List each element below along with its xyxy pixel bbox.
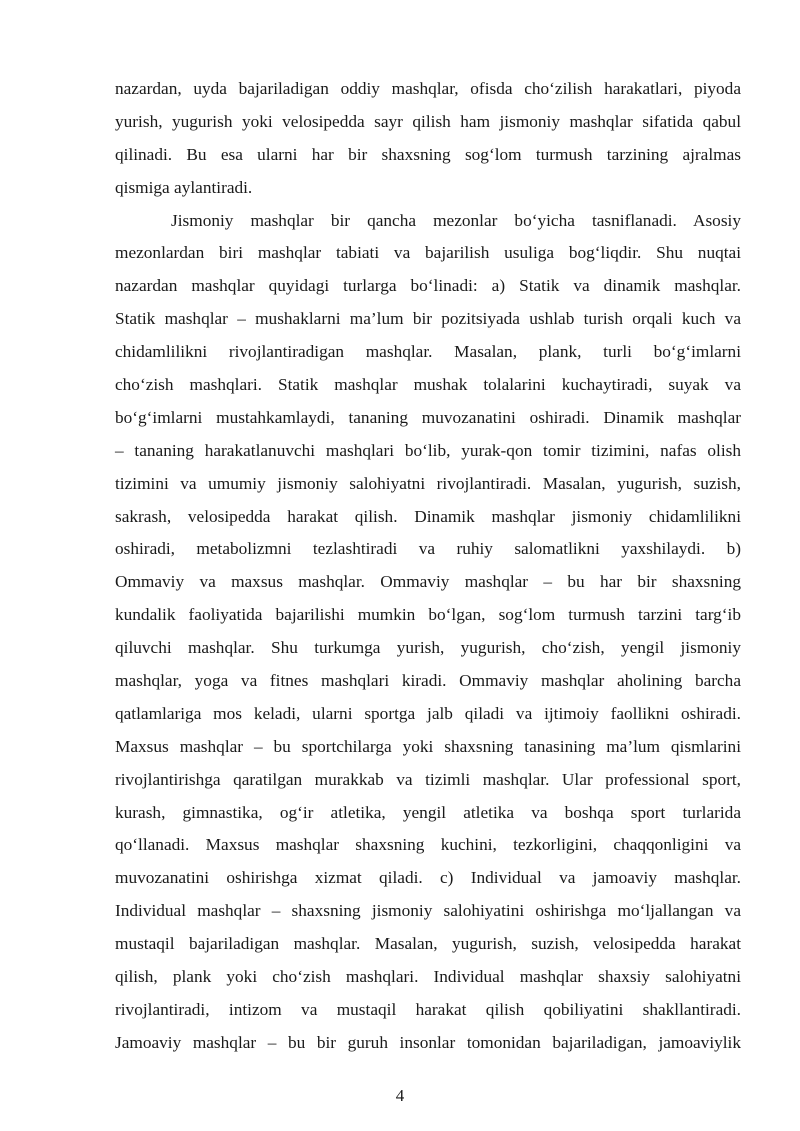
text-line: qiluvchi mashqlar. Shu turkumga yurish, yugurish, cho‘zish, yengil jismoniy	[115, 638, 741, 658]
text-line: qismiga aylantiradi.	[115, 177, 253, 197]
text-line: rivojlantiradi, intizom va mustaqil harakat qilish qobiliyatini shakllantiradi.	[115, 999, 741, 1019]
text-line: mezonlardan biri mashqlar tabiati va bajarilish usuliga bog‘liqdir. Shu nuqtai	[115, 243, 741, 263]
text-line: qatlamlariga mos keladi, ularni sportga jalb qiladi va ijtimoiy faollikni oshiradi.	[115, 703, 741, 723]
text-line: bo‘g‘imlarni mustahkamlaydi, tananing muvozanatini oshiradi. Dinamik mashqlar	[115, 407, 741, 427]
text-line: nazardan mashqlar quyidagi turlarga bo‘linadi: a) Statik va dinamik mashqlar.	[115, 276, 741, 296]
body-text	[115, 73, 741, 1060]
text-line: Maxsus mashqlar – bu sportchilarga yoki shaxsning tanasining ma’lum qismlarini	[115, 736, 741, 756]
text-line: qilish, plank yoki cho‘zish mashqlari. Individual mashqlar shaxsiy salohiyatni	[115, 967, 741, 987]
text-line: – tananing harakatlanuvchi mashqlari bo‘lib, yurak-qon tomir tizimini, nafas olish	[115, 440, 741, 460]
text-line: oshiradi, metabolizmni tezlashtiradi va ruhiy salomatlikni yaxshilaydi. b)	[115, 539, 741, 559]
text-line: chidamlilikni rivojlantiradigan mashqlar. Masalan, plank, turli bo‘g‘imlarni	[115, 342, 741, 362]
text-line: Statik mashqlar – mushaklarni ma’lum bir pozitsiyada ushlab turish orqali kuch va	[115, 309, 741, 329]
text-line: kundalik faoliyatida bajarilishi mumkin bo‘lgan, sog‘lom turmush tarzini targ‘ib	[115, 605, 741, 625]
text-line: sakrash, velosipedda harakat qilish. Dinamik mashqlar jismoniy chidamlilikni	[115, 506, 741, 526]
text-line: cho‘zish mashqlari. Statik mashqlar mushak tolalarini kuchaytiradi, suyak va	[115, 375, 741, 395]
text-line: muvozanatini oshirishga xizmat qiladi. c) Individual va jamoaviy mashqlar.	[115, 868, 741, 888]
text-line: Jamoaviy mashqlar – bu bir guruh insonlar tomonidan bajariladigan, jamoaviylik	[115, 1032, 741, 1052]
text-line: Ommaviy va maxsus mashqlar. Ommaviy mashqlar – bu har bir shaxsning	[115, 572, 741, 592]
text-line: nazardan, uyda bajariladigan oddiy mashqlar, ofisda cho‘zilish harakatlari, piyoda	[115, 79, 741, 98]
text-line: Jismoniy mashqlar bir qancha mezonlar bo‘yicha tasniflanadi. Asosiy	[171, 210, 741, 230]
text-line: kurash, gimnastika, og‘ir atletika, yengil atletika va boshqa sport turlarida	[115, 802, 741, 822]
text-line: mustaqil bajariladigan mashqlar. Masalan, yugurish, suzish, velosipedda harakat	[115, 934, 741, 954]
text-line: rivojlantirishga qaratilgan murakkab va tizimli mashqlar. Ular professional sport,	[115, 769, 741, 789]
text-line: yurish, yugurish yoki velosipedda sayr qilish ham jismoniy mashqlar sifatida qabul	[115, 111, 741, 131]
text-line: Individual mashqlar – shaxsning jismoniy salohiyatini oshirishga mo‘ljallangan va	[115, 901, 741, 921]
text-line: qo‘llanadi. Maxsus mashqlar shaxsning kuchini, tezkorligini, chaqqonligini va	[115, 835, 741, 855]
text-line: tizimini va umumiy jismoniy salohiyatni rivojlantiradi. Masalan, yugurish, suzish,	[115, 473, 741, 493]
text-line: qilinadi. Bu esa ularni har bir shaxsning sog‘lom turmush tarzining ajralmas	[115, 144, 741, 164]
page-number: 4	[395, 1086, 405, 1105]
text-line: mashqlar, yoga va fitnes mashqlari kiradi. Ommaviy mashqlar aholining barcha	[115, 671, 741, 691]
